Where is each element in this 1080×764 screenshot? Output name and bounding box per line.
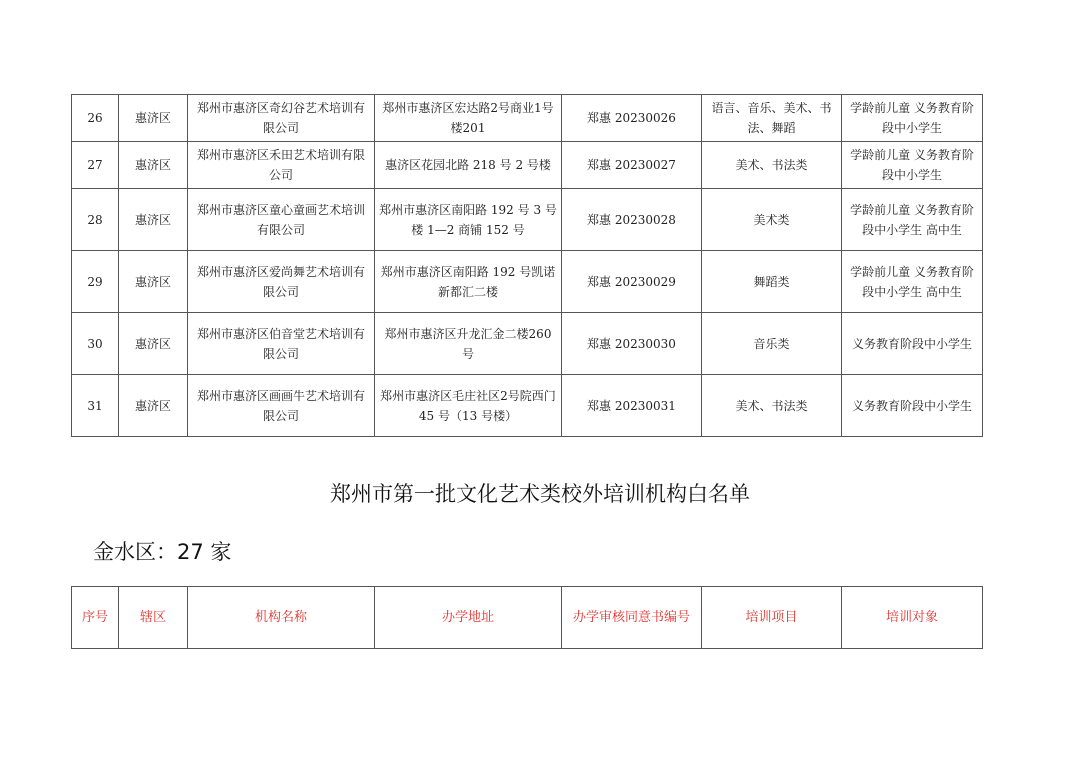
row-number-cell [72,375,119,437]
district-cell [119,313,188,375]
program-cell [702,189,842,251]
header-target: 培训对象 [842,587,983,649]
program: 美术、书法类 [735,398,808,413]
table-row [72,95,983,142]
header-district: 辖区 [119,587,188,649]
target: 义务教育阶段中小学生 [851,398,972,413]
row-number-cell [72,189,119,251]
program-cell [702,375,842,437]
cert-number-cell [562,95,702,142]
program: 舞蹈类 [753,274,790,289]
row-number-cell [72,313,119,375]
table-row [72,189,983,251]
cert-number-cell [562,251,702,313]
org-name: 郑州市惠济区爱尚舞艺术培训有限公司 [196,264,365,299]
address-cell [375,313,562,375]
cert-number: 郑惠 20230028 [587,212,676,227]
district-name: 惠济区 [134,158,171,172]
address-cell [375,251,562,313]
target: 学龄前儿童 义务教育阶段中小学生 高中生 [850,264,974,299]
header-org-name: 机构名称 [188,587,375,649]
org-name-cell [188,313,375,375]
cert-number: 郑惠 20230029 [587,274,676,289]
target: 学龄前儿童 义务教育阶段中小学生 [850,101,974,135]
org-name-cell [188,189,375,251]
district-name: 惠济区 [134,274,171,289]
district-cell [119,251,188,313]
table-header-row [72,587,983,649]
cert-number-cell [562,375,702,437]
row-number: 27 [87,158,103,172]
district-heading: 金水区：27 家 [93,540,232,564]
org-name-cell [188,375,375,437]
district-name: 惠济区 [134,336,171,351]
header-cert-number: 办学审核同意书编号 [562,587,702,649]
cert-number-cell [562,189,702,251]
target-cell [842,251,983,313]
table-row [72,142,983,189]
row-number-cell [72,142,119,189]
cert-number: 郑惠 20230030 [587,336,676,351]
cert-number-cell [562,142,702,189]
org-name: 郑州市惠济区童心童画艺术培训有限公司 [196,202,365,237]
district-cell [119,375,188,437]
header-program: 培训项目 [702,587,842,649]
whitelist-table-jinshui [71,586,983,649]
table-row [72,313,983,375]
program: 美术、书法类 [735,158,808,172]
cert-number: 郑惠 20230027 [587,158,676,172]
cert-number: 郑惠 20230026 [587,111,676,125]
cert-number: 郑惠 20230031 [587,398,676,413]
address-cell [375,95,562,142]
org-name-cell [188,142,375,189]
address-cell [375,375,562,437]
page-title: 郑州市第一批文化艺术类校外培训机构白名单 [330,482,750,506]
org-name: 郑州市惠济区画画牛艺术培训有限公司 [196,388,365,423]
target-cell [842,142,983,189]
row-number: 29 [87,274,103,289]
program-cell [702,313,842,375]
target-cell [842,95,983,142]
address-cell [375,189,562,251]
district-cell [119,189,188,251]
row-number-cell [72,95,119,142]
row-number: 31 [87,398,103,413]
target: 学龄前儿童 义务教育阶段中小学生 高中生 [850,202,974,237]
org-name-cell [188,95,375,142]
address: 郑州市惠济区升龙汇金二楼260 号 [384,326,552,361]
org-name-cell [188,251,375,313]
org-name: 郑州市惠济区奇幻谷艺术培训有限公司 [196,101,365,135]
district-cell [119,142,188,189]
target-cell [842,313,983,375]
district-name: 惠济区 [134,398,171,413]
target: 学龄前儿童 义务教育阶段中小学生 [850,148,974,182]
row-number: 28 [87,212,103,227]
program-cell [702,142,842,189]
org-name: 郑州市惠济区伯音堂艺术培训有限公司 [196,326,365,361]
program: 美术类 [753,212,790,227]
cert-number-cell [562,313,702,375]
row-number: 26 [87,111,103,125]
header-no: 序号 [72,587,119,649]
header-address: 办学地址 [375,587,562,649]
whitelist-table-huiji [71,94,983,437]
program: 音乐类 [753,336,790,351]
table-row [72,375,983,437]
district-name: 惠济区 [134,111,171,125]
address: 郑州市惠济区宏达路2号商业1号楼201 [382,101,554,135]
address: 郑州市惠济区南阳路 192 号凯诺新都汇二楼 [380,264,556,299]
org-name: 郑州市惠济区禾田艺术培训有限公司 [196,148,365,182]
row-number: 30 [87,336,103,351]
target: 义务教育阶段中小学生 [851,336,972,351]
district-name: 惠济区 [134,212,171,227]
address-cell [375,142,562,189]
target-cell [842,189,983,251]
program: 语言、音乐、美术、书法、舞蹈 [711,101,832,135]
table-row [72,251,983,313]
program-cell [702,251,842,313]
district-cell [119,95,188,142]
row-number-cell [72,251,119,313]
target-cell [842,375,983,437]
address: 郑州市惠济区毛庄社区2号院西门 45 号（13 号楼） [380,388,556,423]
program-cell [702,95,842,142]
address: 惠济区花园北路 218 号 2 号楼 [385,158,551,172]
address: 郑州市惠济区南阳路 192 号 3 号楼 1—2 商铺 152 号 [379,202,557,237]
